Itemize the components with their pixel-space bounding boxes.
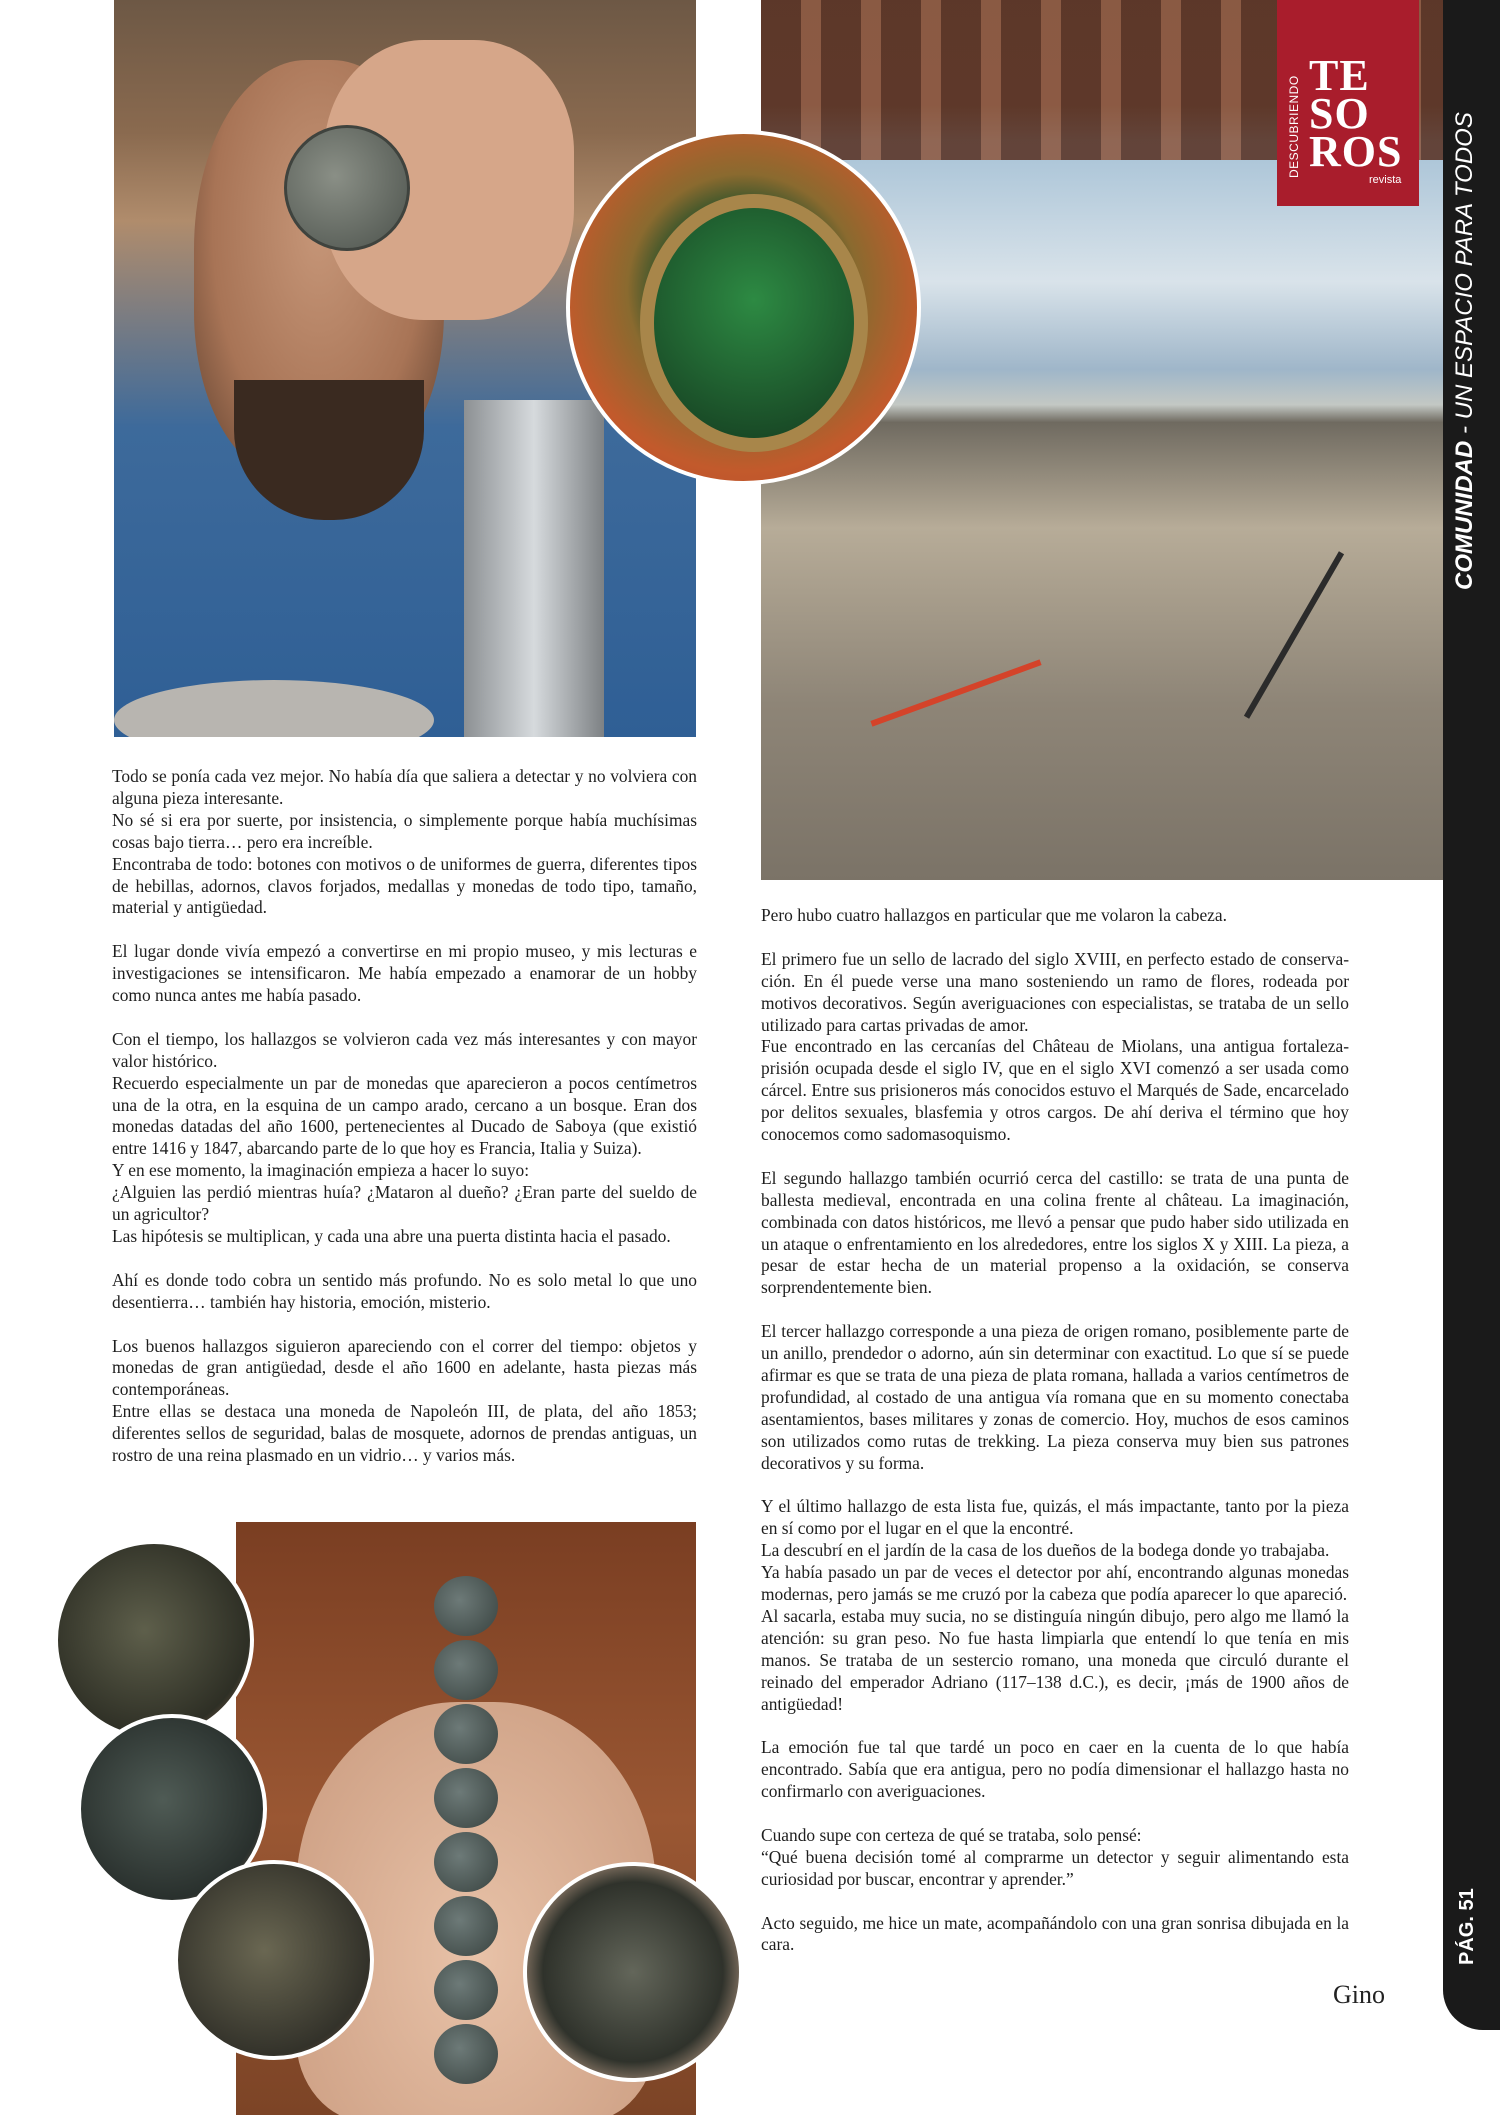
coin [434,1768,498,1828]
coin [434,1960,498,2020]
section-label-bold: COMUNIDAD [1451,440,1478,590]
paragraph [112,1029,697,1248]
text-line: La descubrí en el jardín de la casa de los dueños de la bodega donde yo trabajaba. [761,1540,1330,1561]
coin [434,1576,498,1636]
metal-detector [1244,551,1344,719]
coin-stack [431,1572,501,2092]
text-line: Pero hubo cuatro hallazgos en particular que me volaron la cabeza. [761,905,1227,925]
text-line: Recuerdo especialmente un par de monedas que aparecieron a pocos centímetros una de la otra, en la esquina de un campo arado, cercano a un bosque. Eran dos monedas datadas del año 1600, pertenecientes al Ducado de Saboya (que existió entre 1416 y 1847, abarcando parte de lo que hoy es Francia, Italia y Suiza). [112,1072,697,1159]
paragraph [112,1270,697,1314]
paragraph [112,941,697,1007]
paragraph [112,766,697,919]
text-line: Y en ese momento, la imaginación empieza a hacer lo suyo: [112,1160,530,1181]
photo-coin-circle-4 [523,1862,743,2082]
article-right-column [761,905,1349,1978]
thermos [464,400,604,737]
text-line: Encontraba de todo: botones con motivos o de uniformes de guerra, diferentes tipos de hebillas, adornos, clavos forjados, medallas y monedas de todo tipo, tamaño, material y antigüedad. [112,853,697,918]
text-line: La emoción fue tal que tardé un poco en caer en la cuenta de lo que había encontrado. Sabía que era antigua, pero no podía dimensionar el hallazgo hasta no confirmarlo con averiguaciones. [761,1737,1349,1802]
text-line: Ya había pasado un par de veces el detector por ahí, encontrando algunas monedas modernas, pero jamás se me cruzó por la cabeza que podía aparecer lo que apareció. [761,1562,1349,1605]
logo-small-text: revista [1369,174,1402,186]
page-number: PÁG. 51 [1456,1888,1478,1965]
text-line: Ahí es donde todo cobra un sentido más profundo. No es solo metal lo que uno desentierra… también hay historia, emoción, misterio. [112,1269,697,1312]
coin [434,1896,498,1956]
text-line: ¿Alguien las perdió mientras huía? ¿Mataron al dueño? ¿Eran parte del sueldo de un agricultor? [112,1182,697,1225]
logo-line-2: SO [1309,89,1370,138]
paragraph [761,1168,1349,1299]
article-left-column [112,766,697,1489]
coin [434,1704,498,1764]
text-line: El primero fue un sello de lacrado del siglo XVIII, en perfecto estado de conserva-ción. En él puede verse una mano sosteniendo un ramo de flores, rodeada por motivos decorativos. Según averiguaciones con especialistas, se trataba de un sello utilizado para cartas privadas de amor. [761,948,1349,1035]
paragraph [112,1336,697,1467]
section-label-rest: - UN ESPACIO PARA TODOS [1451,112,1478,441]
text-line: Entre ellas se destaca una moneda de Napoleón III, de plata, del año 1853; diferentes sellos de seguridad, balas de mosquete, adornos de prendas antiguas, un rostro de una reina plasmado en un vidrio… y varios más. [112,1401,697,1466]
paragraph [761,1825,1349,1891]
text-line: Al sacarla, estaba muy sucia, no se distinguía ningún dibujo, pero algo me llamó la atención: su gran peso. No fue hasta limpiarla que entendí lo que tenía en mis manos. Se trataba de un sestercio romano, una moneda que circuló durante el reinado del emperador Adriano (117–138 d.C.), es decir, ¡más de 1900 años de antigüedad! [761,1605,1349,1714]
text-line: Los buenos hallazgos siguieron apareciendo con el correr del tiempo: objetos y monedas de gran antigüedad, desde el año 1600 en adelante, hasta piezas más contemporáneas. [112,1335,697,1400]
text-line: Las hipótesis se multiplican, y cada una abre una puerta distinta hacia el pasado. [112,1226,671,1246]
paragraph [761,905,1349,927]
text-line: Con el tiempo, los hallazgos se volvieron cada vez más interesantes y con mayor valor histórico. [112,1028,697,1071]
magazine-logo [1277,0,1419,206]
coin-held [284,125,410,251]
paragraph [761,1321,1349,1474]
text-line: Fue encontrado en las cercanías del Château de Miolans, una antigua fortaleza-prisión ocupada desde el siglo IV, que en el siglo XVI comenzó a ser usada como cárcel. Entre sus prisioneros más conocidos estuvo el Marqués de Sade, encarcelado por delitos sexuales, blasfemia y otros cargos. De ahí deriva el término que hoy conocemos como sadomasoquismo. [761,1036,1349,1145]
photo-coin-circle-3 [174,1860,374,2060]
coin [434,1832,498,1892]
photo-green-seal-circle [566,130,921,485]
photo-coin-circle-1 [54,1540,254,1740]
logo-vertical-text: DESCUBRIENDO [1287,75,1301,178]
logo-line-3: ROS [1309,127,1403,176]
side-band [1443,0,1500,2030]
text-line: El segundo hallazgo también ocurrió cerca del castillo: se trata de una punta de ballesta medieval, encontrada en una colina frente al château. La imaginación, combinada con datos históricos, me llevó a pensar que pudo haber sido utilizada en un ataque o enfrentamiento en los alrededores, entre los siglos X y XIII. La pieza, a pesar de estar hecha de un material propenso a la oxidación, se conserva sorprendentemente bien. [761,1167,1349,1298]
section-label [1451,50,1491,590]
text-line: Y el último hallazgo de esta lista fue, quizás, el más impactante, tanto por la pieza en sí como por el lugar en el que la encontré. [761,1496,1349,1539]
shovel [870,659,1041,726]
paragraph [761,1913,1349,1957]
text-line: El tercer hallazgo corresponde a una pieza de origen romano, posiblemente parte de un anillo, prendedor o adorno, aún sin determinar con exactitud. Lo que sí se puede afirmar es que se trata de una pieza de plata romana, hallada a varios centímetros de profundidad, al costado de una antigua vía romana que en su momento conectaba asentamientos, bases militares y zonas de comercio. Hoy, muchos de esos caminos son utilizados como rutas de trekking. La pieza conserva muy bien sus patrones decorativos y su forma. [761,1321,1349,1473]
man-beard [234,380,424,520]
text-line: Todo se ponía cada vez mejor. No había día que saliera a detectar y no volviera con alguna pieza interesante. [112,766,697,808]
text-line: “Qué buena decisión tomé al comprarme un detector y seguir alimentando esta curiosidad por buscar, encontrar y aprender.” [761,1846,1349,1889]
text-line: Cuando supe con certeza de qué se trataba, solo pensé: [761,1824,1142,1845]
logo-line-1: TE [1309,51,1370,100]
paragraph [761,1737,1349,1803]
author-signature: Gino [1333,1980,1385,2009]
coin [434,1640,498,1700]
paragraph [761,949,1349,1146]
paragraph [761,1496,1349,1715]
mate-cup [114,680,434,737]
text-line: Acto seguido, me hice un mate, acompañándolo con una gran sonrisa dibujada en la cara. [761,1912,1349,1955]
text-line: El lugar donde vivía empezó a convertirse en mi propio museo, y mis lecturas e investigaciones se intensificaron. Me había empezado a enamorar de un hobby como nunca antes me había pasado. [112,941,697,1006]
seal-ring [640,194,868,452]
coin [434,2024,498,2084]
text-line: No sé si era por suerte, por insistencia, o simplemente porque había muchísimas cosas bajo tierra… pero era increíble. [112,809,697,852]
